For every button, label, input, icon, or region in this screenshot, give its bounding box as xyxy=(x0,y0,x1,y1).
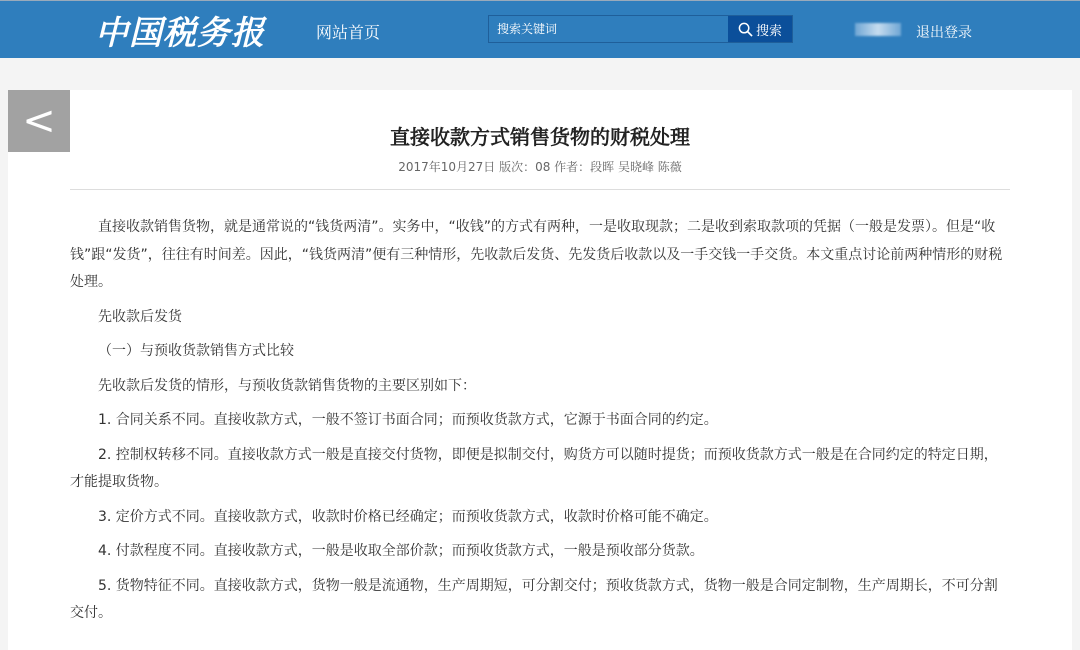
search-icon xyxy=(738,22,753,37)
divider xyxy=(70,189,1010,190)
top-header xyxy=(0,0,1080,58)
back-button[interactable] xyxy=(8,90,70,152)
article-title: 直接收款方式销售货物的财税处理 xyxy=(390,125,690,149)
blurred-username xyxy=(855,23,901,36)
article-body xyxy=(70,214,1010,635)
site-logo[interactable]: 中国税务报 xyxy=(95,13,265,52)
paragraph: （一）与预收货款销售方式比较 xyxy=(98,343,294,359)
chevron-left-icon: < xyxy=(22,98,56,144)
paragraph: 先收款后发货的情形，与预收货款销售货物的主要区别如下： xyxy=(98,377,476,394)
paragraph: 先收款后发货 xyxy=(98,308,182,325)
search-button-label: 搜索 xyxy=(755,23,782,39)
search-input[interactable] xyxy=(489,16,728,42)
logout-link[interactable]: 退出登录 xyxy=(916,25,972,41)
paragraph: 1. 合同关系不同。直接收款方式，一般不签订书面合同；而预收货款方式，它源于书面合同的约定。 xyxy=(98,412,718,428)
home-link[interactable]: 网站首页 xyxy=(316,23,381,42)
paragraph: 4. 付款程度不同。直接收款方式，一般是收取全部价款；而预收货款方式，一般是预收部分货款。 xyxy=(98,543,704,559)
paragraph: 5. 货物特征不同。直接收款方式，货物一般是流通物，生产周期短，可分割交付；预收货款方式，货物一般是合同定制物，生产周期长，不可分割交付。 xyxy=(70,577,998,621)
paragraph: 直接收款销售货物，就是通常说的“钱货两清”。实务中，“收钱”的方式有两种，一是收取现款；二是收到索取款项的凭据（一般是发票）。但是“收钱”跟“发货”，往往有时间差。因此，“钱货两清”便有三种情形，先收款后发货、先发货后收款以及一手交钱一手交货。本文重点讨论前两种情形的财税处理。 xyxy=(70,219,1003,290)
paragraph: 3. 定价方式不同。直接收款方式，收款时价格已经确定；而预收货款方式，收款时价格可能不确定。 xyxy=(98,508,718,525)
search-bar xyxy=(488,15,793,43)
paragraph: 2. 控制权转移不同。直接收款方式一般是直接交付货物，即便是拟制交付，购货方可以随时提货；而预收货款方式一般是在合同约定的特定日期，才能提取货物。 xyxy=(70,446,998,490)
article-meta: 2017年10月27日 版次：08 作者：段晖 吴晓峰 陈薇 xyxy=(398,160,682,174)
search-button[interactable] xyxy=(728,16,792,42)
